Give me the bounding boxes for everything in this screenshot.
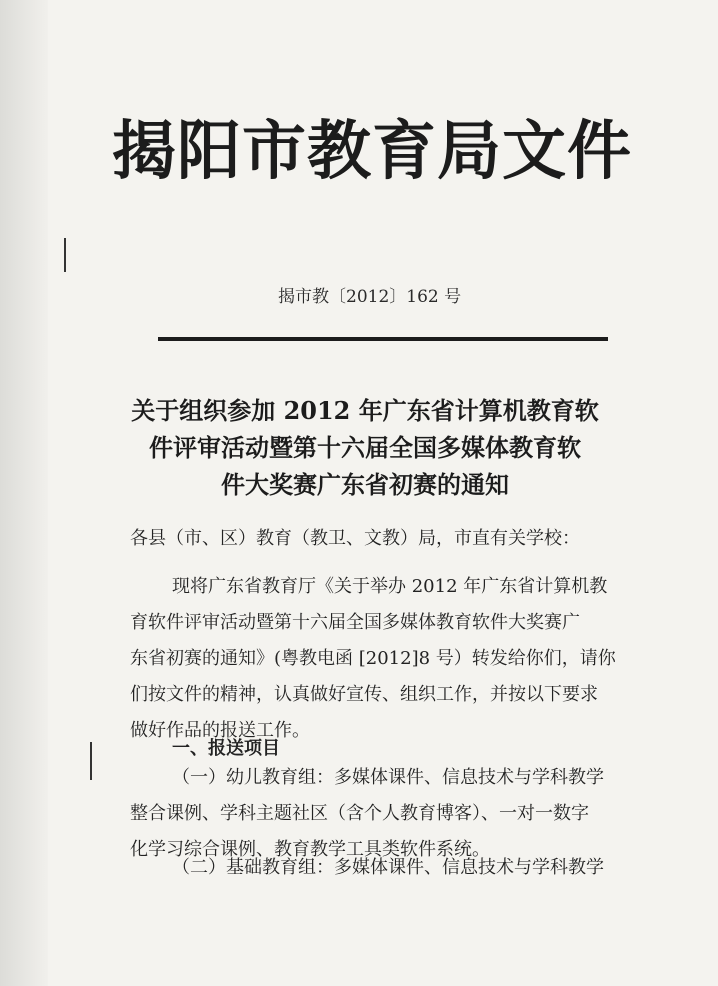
paragraph-line: 化学习综合课例、教育教学工具类软件系统。 [130,839,490,860]
notice-title-line: 关于组织参加 2012 年广东省计算机教育软 [131,396,599,425]
document-number: 揭市教〔2012〕162 号 [278,287,462,307]
notice-title-line: 件大奖赛广东省初赛的通知 [221,470,509,499]
binding-mark-bottom [90,742,92,780]
list-item [130,850,630,886]
paragraph-line: （一）幼儿教育组：多媒体课件、信息技术与学科教学 [172,767,604,788]
issuer-title: 揭阳市教育局文件 [112,115,632,189]
paragraph-line: 整合课例、学科主题社区（含个人教育博客）、一对一数字 [130,803,589,824]
scan-page-edge [0,0,48,986]
intro-paragraph [130,569,630,749]
paragraph-line: 们按文件的精神，认真做好宣传、组织工作，并按以下要求 [130,684,598,705]
header-divider [158,337,608,341]
paragraph-line: （二）基础教育组：多媒体课件、信息技术与学科教学 [172,857,604,878]
paragraph-line: 育软件评审活动暨第十六届全国多媒体教育软件大奖赛广 [130,612,580,633]
notice-title-line: 件评审活动暨第十六届全国多媒体教育软 [149,433,581,462]
paragraph-line: 东省初赛的通知》(粤教电函 [2012]8 号）转发给你们，请你 [130,648,616,669]
notice-title [130,392,600,503]
salutation: 各县（市、区）教育（教卫、文教）局，市直有关学校： [130,528,580,549]
paragraph-line: 现将广东省教育厅《关于举办 2012 年广东省计算机教 [172,576,608,597]
section-heading: 一、报送项目 [172,738,280,759]
paragraph-line: 做好作品的报送工作。 [130,720,310,741]
binding-mark-top [64,238,66,272]
